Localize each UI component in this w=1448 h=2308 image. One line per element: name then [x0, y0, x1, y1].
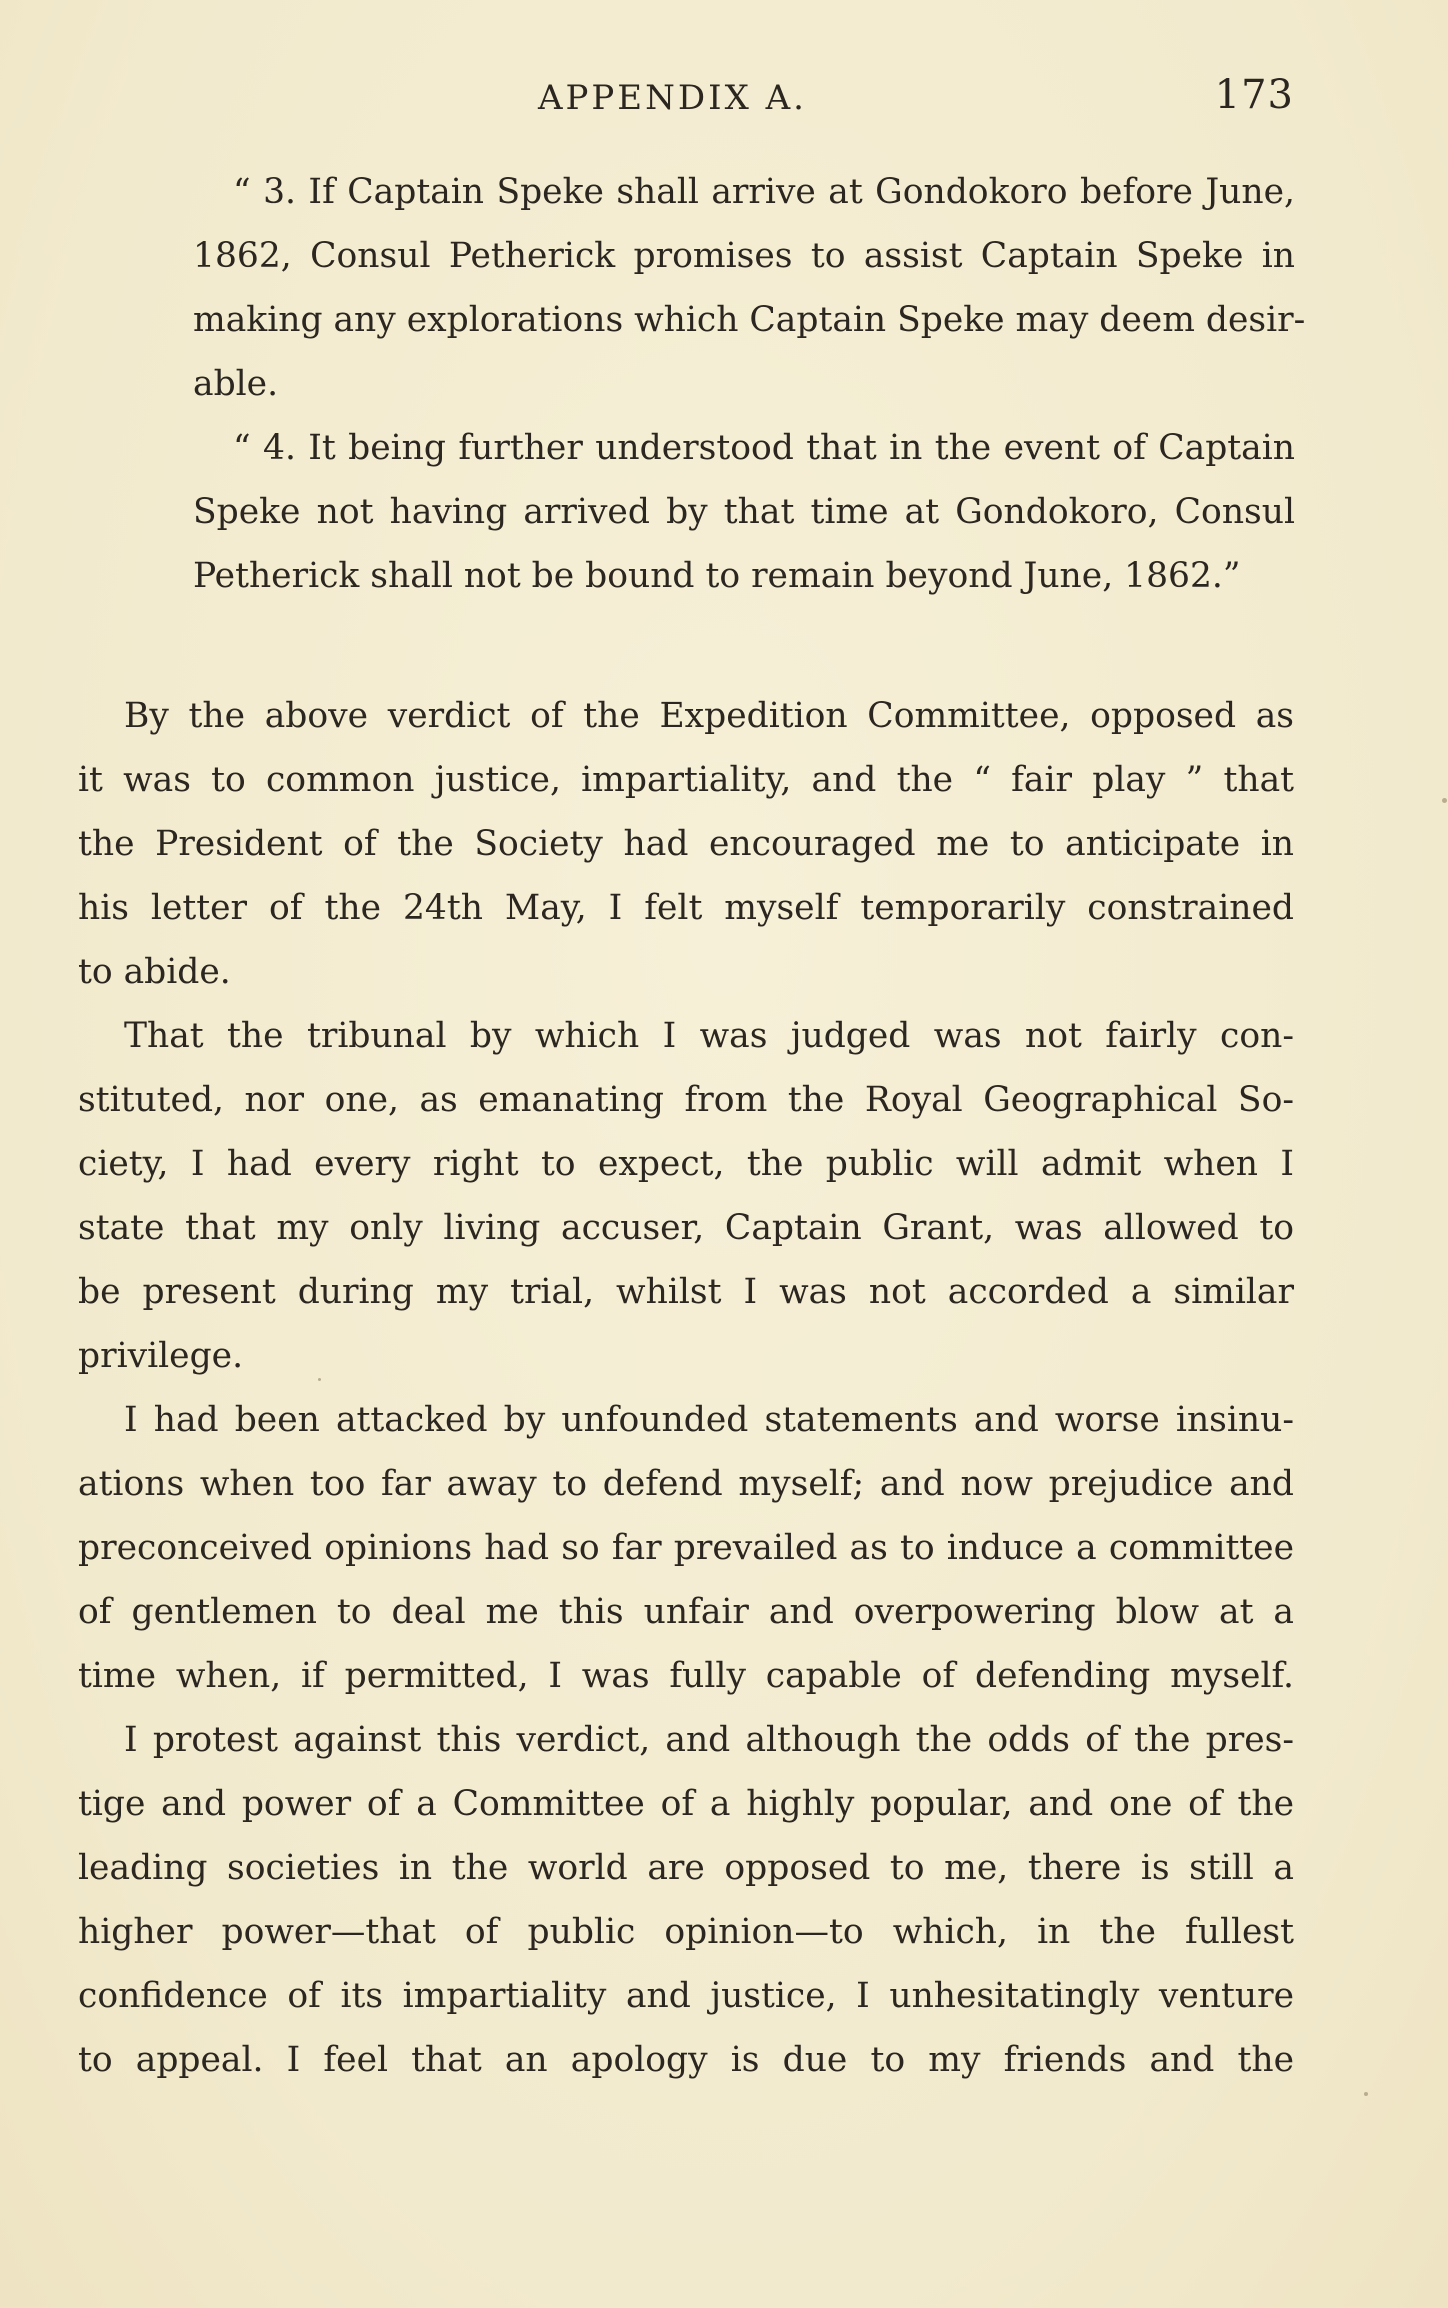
page-header: [78, 72, 1294, 122]
text-line: state that my only living accuser, Captain Grant, was allowed to: [78, 1208, 1294, 1248]
text-line: tige and power of a Committee of a highly popular, and one of the: [78, 1784, 1294, 1824]
page-number: 173: [1214, 72, 1294, 118]
text-line: preconceived opinions had so far prevailed as to induce a committee: [78, 1528, 1294, 1568]
paper-speck: [1442, 798, 1447, 803]
text-line: time when, if permitted, I was fully capable of defending myself.: [78, 1656, 1294, 1696]
text-line: 1862, Consul Petherick promises to assist Captain Speke in: [193, 236, 1295, 276]
text-line: confidence of its impartiality and justice, I unhesitatingly venture: [78, 1976, 1294, 2016]
text-line: it was to common justice, impartiality, and the “ fair play ” that: [78, 760, 1294, 800]
text-line: “ 3. If Captain Speke shall arrive at Gondokoro before June,: [233, 172, 1295, 212]
text-line: be present during my trial, whilst I was not accorded a similar: [78, 1272, 1294, 1312]
text-line: I protest against this verdict, and although the odds of the pres-: [124, 1720, 1294, 1760]
text-line: stituted, nor one, as emanating from the Royal Geographical So-: [78, 1080, 1294, 1120]
text-line: “ 4. It being further understood that in the event of Captain: [233, 428, 1295, 468]
text-line: Speke not having arrived by that time at Gondokoro, Consul: [193, 492, 1295, 532]
text-line: ciety, I had every right to expect, the public will admit when I: [78, 1144, 1294, 1184]
text-line: his letter of the 24th May, I felt myself temporarily constrained: [78, 888, 1294, 928]
text-line: to abide.: [78, 952, 231, 992]
quoted-agreement: [193, 160, 1306, 608]
text-line: By the above verdict of the Expedition Committee, opposed as: [124, 696, 1294, 736]
text-line: ations when too far away to defend myself; and now prejudice and: [78, 1464, 1294, 1504]
text-line: making any explorations which Captain Speke may deem desir-: [193, 300, 1306, 340]
text-line: That the tribunal by which I was judged was not fairly con-: [124, 1016, 1294, 1056]
text-line: privilege.: [78, 1336, 244, 1376]
text-line: leading societies in the world are opposed to me, there is still a: [78, 1848, 1294, 1888]
text-line: Petherick shall not be bound to remain beyond June, 1862.”: [193, 556, 1241, 596]
paper-speck: [318, 1378, 321, 1381]
running-head: APPENDIX A.: [538, 78, 807, 118]
text-line: higher power—that of public opinion—to which, in the fullest: [78, 1912, 1294, 1952]
text-line: of gentlemen to deal me this unfair and overpowering blow at a: [78, 1592, 1294, 1632]
text-line: I had been attacked by unfounded statements and worse insinu-: [124, 1400, 1294, 1440]
text-line: able.: [193, 364, 279, 404]
text-line: to appeal. I feel that an apology is due to my friends and the: [78, 2040, 1294, 2080]
body-text: [78, 684, 1294, 2092]
text-line: the President of the Society had encouraged me to anticipate in: [78, 824, 1294, 864]
paper-speck: [1364, 2092, 1368, 2096]
